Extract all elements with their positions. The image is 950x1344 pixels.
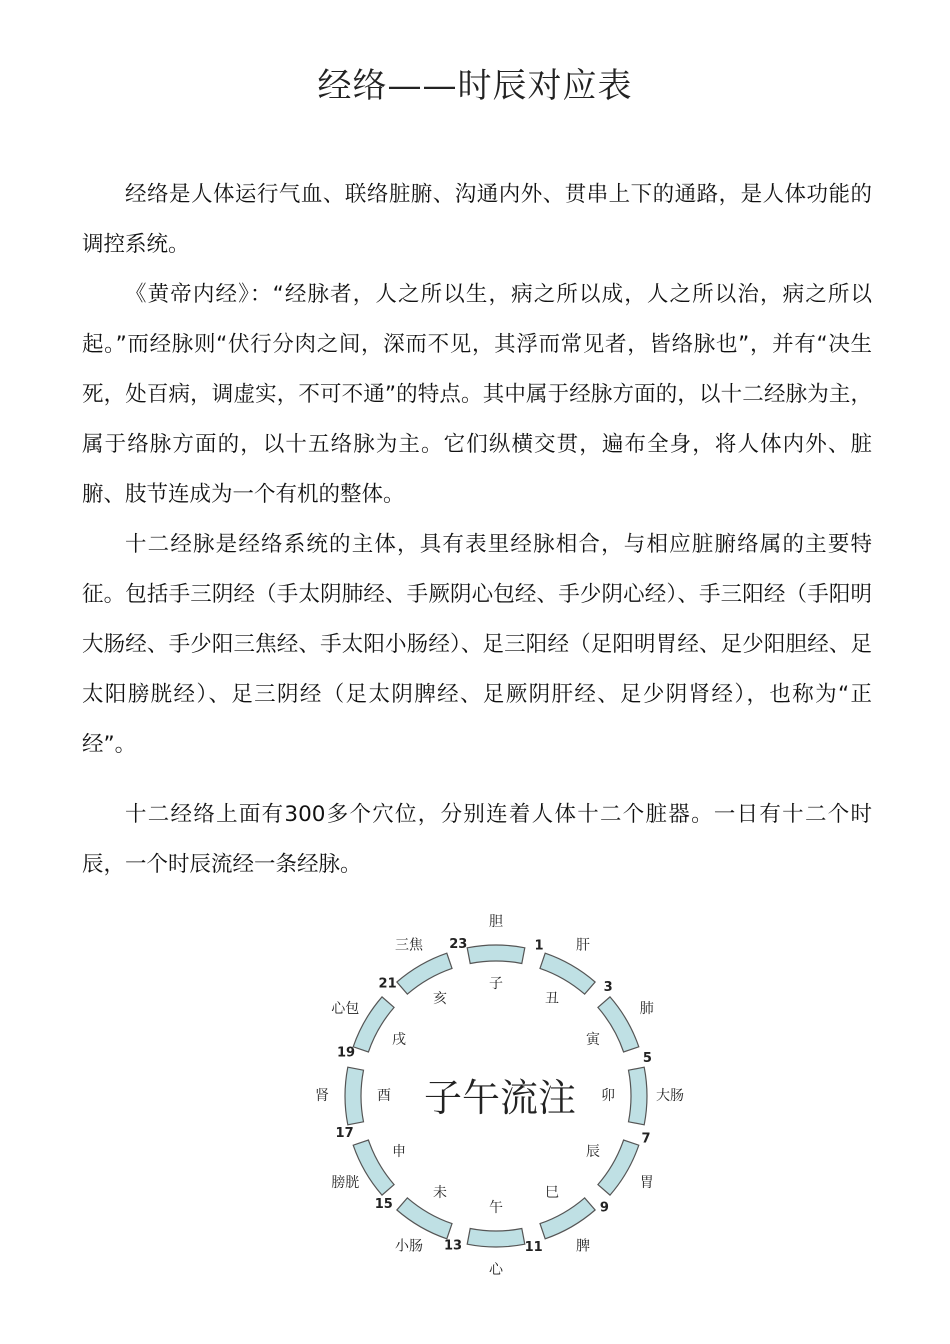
hour-label: 7 xyxy=(641,1131,651,1147)
hour-label: 19 xyxy=(336,1045,356,1061)
paragraph-intro: 经络是人体运行气血、联络脏腑、沟通内外、贯串上下的通路，是人体功能的调控系统。 xyxy=(82,182,872,257)
branch-label: 戌 xyxy=(392,1032,406,1048)
hour-label: 17 xyxy=(335,1126,354,1142)
branch-label: 子 xyxy=(489,976,503,992)
hour-label: 5 xyxy=(642,1050,652,1066)
meridian-segment xyxy=(598,997,639,1052)
paragraph-twelve-meridians: 十二经脉是经络系统的主体，具有表里经脉相合，与相应脏腑络属的主要特征。包括手三阴经（手太阴肺经、手厥阴心包经、手少阴心经）、手三阳经（手阳明大肠经、手少阳三焦经、手太阳小肠经）、足三阳经（足阳明胃经、足少阳胆经、足太阳膀胱经）、足三阴经（足太阴脾经、足厥阴肝经、足少阴肾经），也称为“正经”。 xyxy=(82,532,872,757)
organ-label: 胃 xyxy=(639,1175,654,1191)
hour-label: 1 xyxy=(534,938,544,954)
meridian-segment xyxy=(598,1140,639,1195)
organ-label: 心包 xyxy=(331,1001,360,1017)
ziwu-liuzhu-wheel xyxy=(300,912,700,1282)
hour-label: 3 xyxy=(603,980,613,996)
meridian-segment xyxy=(345,1067,363,1125)
meridian-segment xyxy=(467,945,525,963)
paragraph-acupoints: 十二经络上面有300多个穴位，分别连着人体十二个脏器。一日有十二个时辰，一个时辰流经一条经脉。 xyxy=(82,802,872,877)
organ-label: 肝 xyxy=(576,937,590,954)
organ-label: 膀胱 xyxy=(331,1175,360,1191)
page-title: 经络——时辰对应表 xyxy=(317,66,633,106)
meridian-segment xyxy=(397,953,452,994)
branch-label: 申 xyxy=(392,1144,406,1160)
hour-label: 13 xyxy=(443,1238,463,1254)
branch-label: 卯 xyxy=(601,1088,615,1104)
diagram-center-title: 子午流注 xyxy=(423,1076,577,1120)
branch-label: 未 xyxy=(433,1185,447,1201)
meridian-segment xyxy=(629,1067,647,1125)
meridian-segment xyxy=(467,1229,525,1247)
organ-label: 心 xyxy=(489,1262,503,1278)
hour-label: 23 xyxy=(449,937,468,953)
meridian-segment xyxy=(540,953,595,994)
branch-label: 午 xyxy=(489,1200,503,1216)
branch-label: 亥 xyxy=(433,991,447,1007)
organ-label: 肾 xyxy=(315,1088,329,1104)
hour-label: 11 xyxy=(524,1239,543,1255)
hour-label: 9 xyxy=(599,1200,609,1216)
paragraph-huangdi-neijing: 《黄帝内经》：“经脉者，人之所以生，病之所以成，人之所以治，病之所以起。”而经脉则“伏行分肉之间，深而不见，其浮而常见者，皆络脉也”，并有“决生死，处百病，调虚实，不可不通”的特点。其中属于经脉方面的，以十二经脉为主，属于络脉方面的，以十五络脉为主。它们纵横交贯，遍布全身，将人体内外、脏腑、肢节连成为一个有机的整体。 xyxy=(82,282,872,507)
organ-label: 小肠 xyxy=(395,1238,423,1255)
organ-label: 肺 xyxy=(639,1001,654,1017)
branch-label: 辰 xyxy=(586,1144,600,1160)
meridian-segment xyxy=(353,997,394,1052)
organ-label: 三焦 xyxy=(395,937,423,954)
organ-label: 大肠 xyxy=(656,1088,684,1104)
ziwu-liuzhu-diagram xyxy=(300,912,700,1282)
branch-label: 丑 xyxy=(545,991,559,1007)
meridian-segment xyxy=(397,1198,452,1239)
organ-label: 胆 xyxy=(489,914,503,930)
organ-label: 脾 xyxy=(576,1238,590,1255)
meridian-segment xyxy=(540,1198,595,1239)
hour-label: 15 xyxy=(374,1196,393,1212)
branch-label: 寅 xyxy=(586,1032,600,1048)
document-body xyxy=(82,170,872,890)
hour-label: 21 xyxy=(378,976,397,992)
meridian-segment xyxy=(353,1140,394,1195)
branch-label: 巳 xyxy=(545,1185,559,1201)
branch-label: 酉 xyxy=(377,1088,391,1104)
